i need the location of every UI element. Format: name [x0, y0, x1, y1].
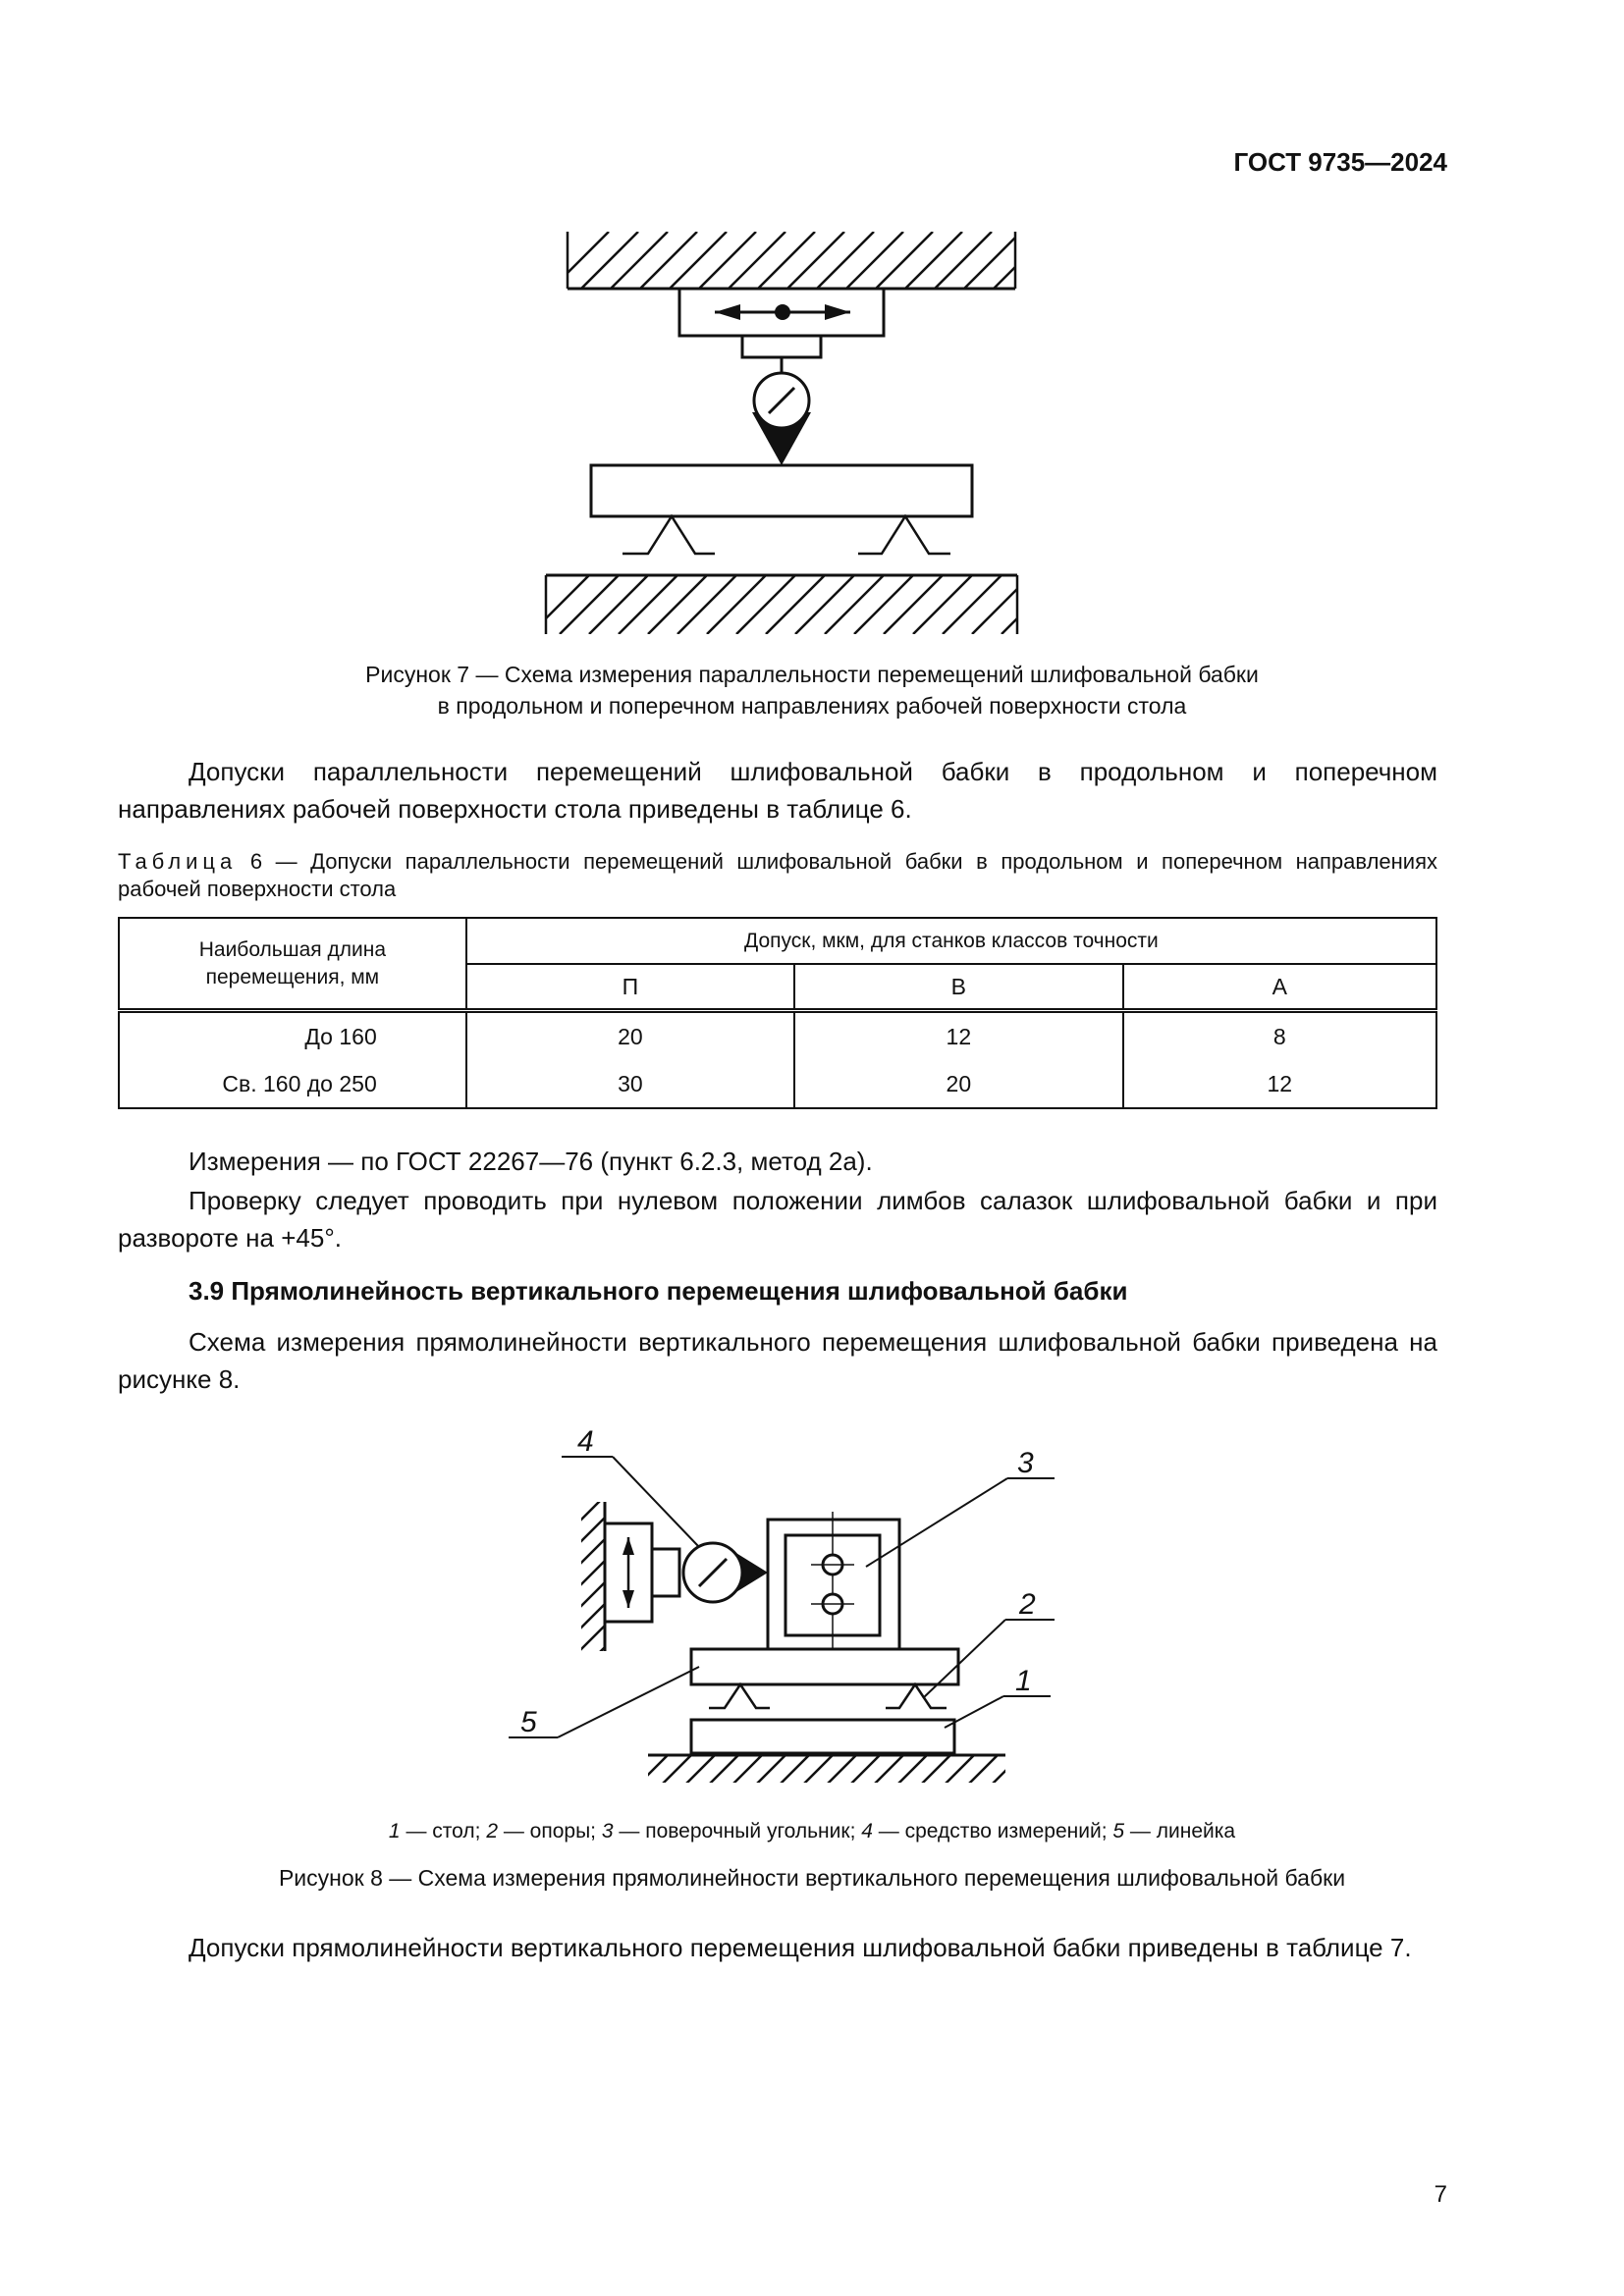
legend-num-4: 4	[861, 1820, 873, 1842]
cell-value: 12	[794, 1011, 1122, 1061]
header-class-p: П	[466, 964, 794, 1011]
cell-value: 30	[466, 1060, 794, 1108]
legend-num-3: 3	[601, 1820, 614, 1842]
cell-value: 20	[466, 1011, 794, 1061]
callout-2: 2	[1019, 1588, 1036, 1621]
callout-5: 5	[520, 1706, 537, 1738]
legend-num-1: 1	[388, 1820, 401, 1842]
header-max-length: Наибольшая длина перемещения, мм	[119, 918, 466, 1011]
paragraph-measurement-method: Измерения — по ГОСТ 22267—76 (пункт 6.2.3, метод 2а).	[189, 1147, 873, 1176]
paragraph-figure8-intro: Схема измерения прямолинейности вертикального перемещения шлифовальной бабки приведена на рисунке 8.	[118, 1327, 1437, 1394]
callout-4: 4	[577, 1425, 594, 1458]
page-number: 7	[1434, 2181, 1447, 2208]
callout-1: 1	[1015, 1665, 1032, 1697]
header-class-v: В	[794, 964, 1122, 1011]
figure-8-caption: Рисунок 8 — Схема измерения прямолинейности вертикального перемещения шлифовальной бабки	[278, 1865, 1346, 1891]
header-class-a: А	[1123, 964, 1436, 1011]
paragraph-table7-intro: Допуски прямолинейности вертикального перемещения шлифовальной бабки приведены в таблице 7.	[189, 1933, 1412, 1962]
document-code: ГОСТ 9735—2024	[1233, 147, 1447, 177]
paragraph-tolerances-intro: Допуски параллельности перемещений шлифовальной бабки в продольном и поперечном направлениях рабочей поверхности стола приведены в таблице 6.	[118, 757, 1437, 824]
legend-text-3: — поверочный угольник;	[613, 1820, 862, 1842]
legend-text-2: — опоры;	[498, 1820, 602, 1842]
row-length: Св. 160 до 250	[119, 1060, 466, 1108]
legend-text-4: — средство измерений;	[872, 1820, 1113, 1842]
row-length: До 160	[119, 1011, 466, 1061]
legend-text-5: — линейка	[1124, 1820, 1236, 1842]
legend-num-2: 2	[486, 1820, 498, 1842]
header-tolerance: Допуск, мкм, для станков классов точности	[466, 918, 1436, 964]
legend-num-5: 5	[1112, 1820, 1125, 1842]
table-6-title-text: 6 — Допуски параллельности перемещений шлифовальной бабки в продольном и поперечном направлениях рабочей поверхности стола	[118, 849, 1437, 901]
figure-8-legend	[0, 1820, 1624, 1843]
legend-text-1: — стол;	[400, 1820, 487, 1842]
paragraph-check-conditions: Проверку следует проводить при нулевом положении лимбов салазок шлифовальной бабки и при развороте на +45°.	[118, 1186, 1437, 1253]
section-heading: 3.9 Прямолинейность вертикального перемещения шлифовальной бабки	[189, 1276, 1128, 1306]
callout-3: 3	[1017, 1447, 1034, 1479]
table-6-label: Таблица	[118, 849, 238, 874]
cell-value: 12	[1123, 1060, 1436, 1108]
cell-value: 20	[794, 1060, 1122, 1108]
figure-7-caption-line2: в продольном и поперечном направлениях рабочей поверхности стола	[437, 693, 1187, 719]
figure-7-caption-line1: Рисунок 7 — Схема измерения параллельности перемещений шлифовальной бабки	[365, 662, 1259, 687]
cell-value: 8	[1123, 1011, 1436, 1061]
